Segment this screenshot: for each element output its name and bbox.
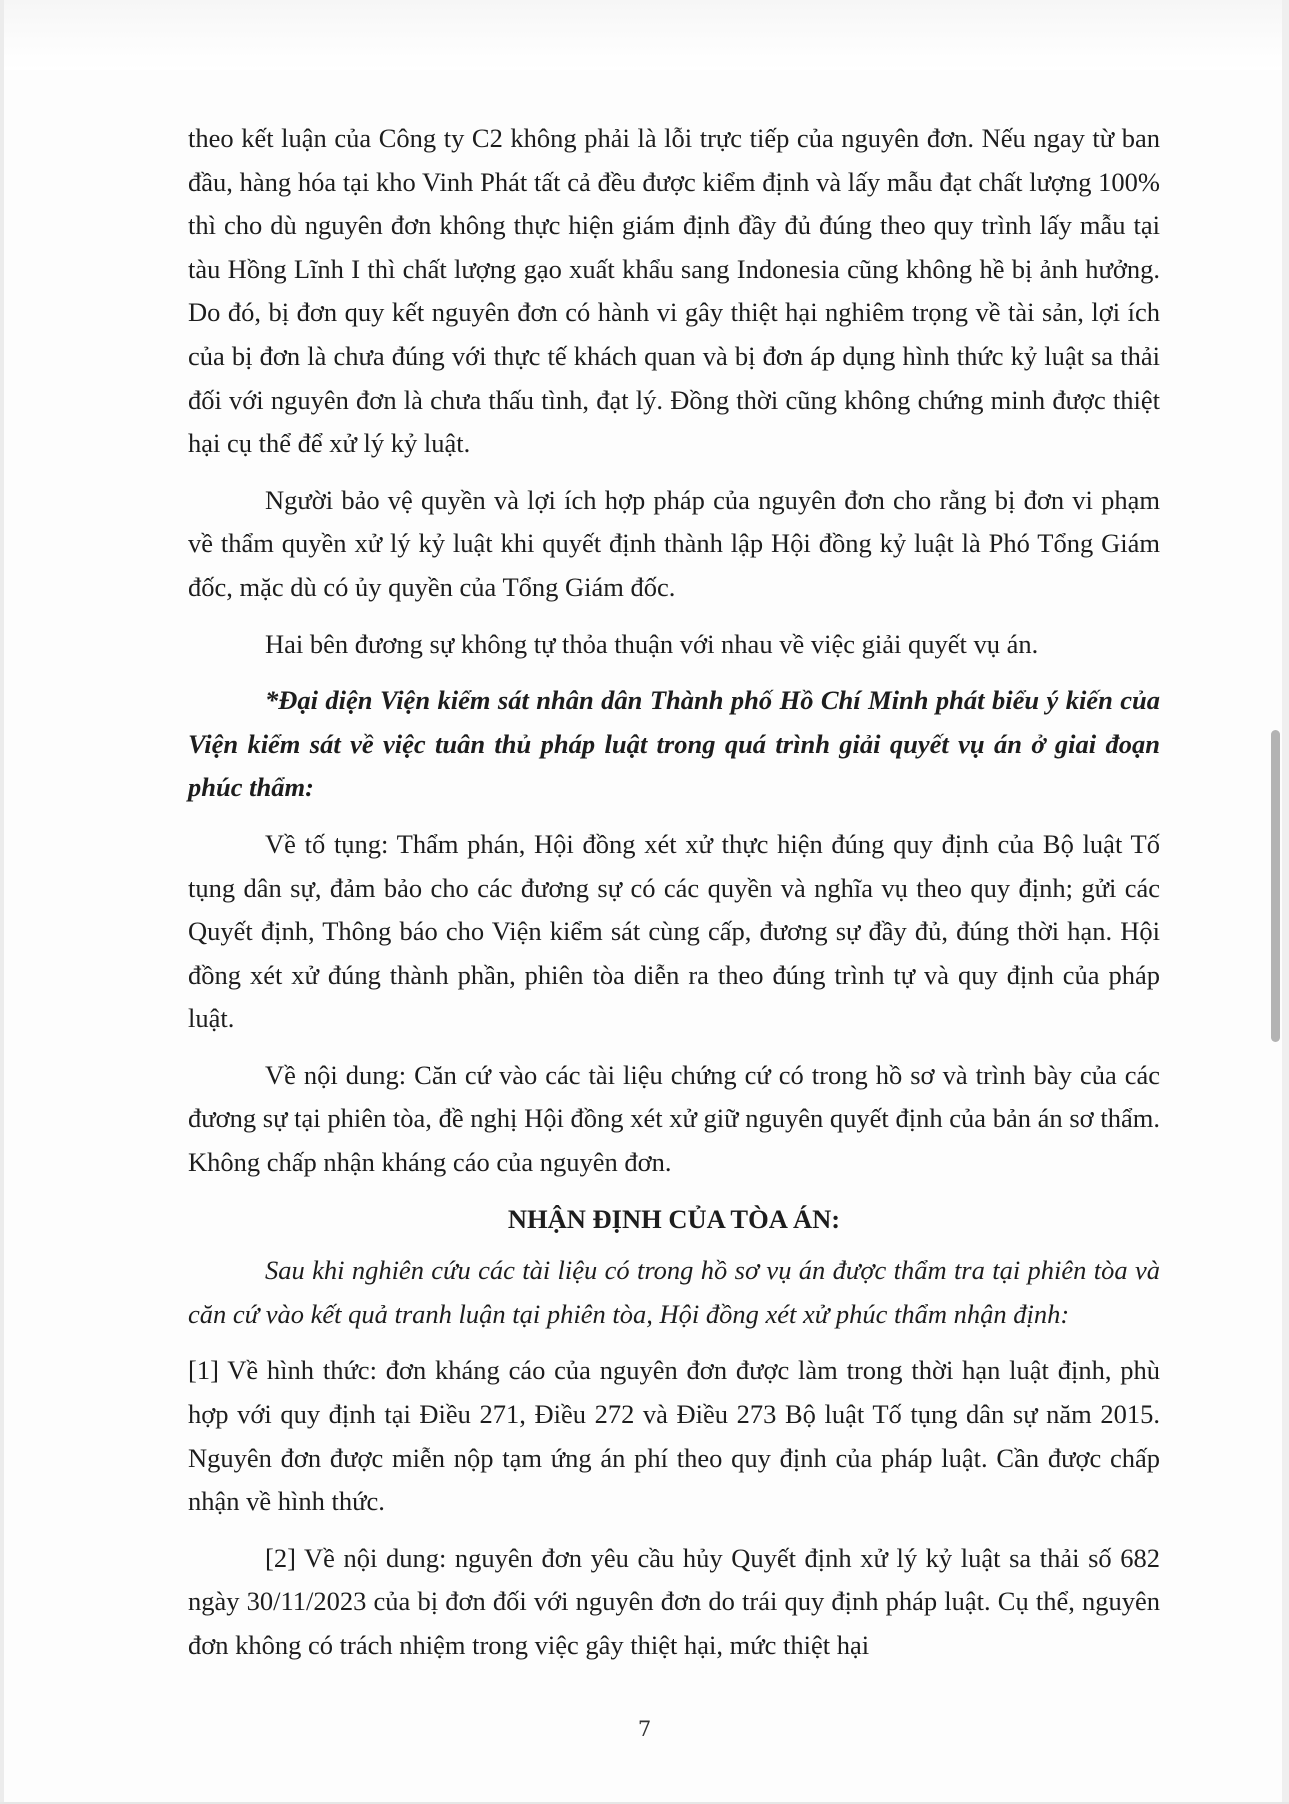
- section-heading: NHẬN ĐỊNH CỦA TÒA ÁN:: [507, 1203, 841, 1234]
- scrollbar-thumb[interactable]: [1271, 730, 1280, 1042]
- paragraph-content: Về nội dung: Căn cứ vào các tài liệu chứng cứ có trong hồ sơ và trình bày của các đương sự tại phiên tòa, đề nghị Hội đồng xét xử giữ nguyên quyết định của bản án sơ thẩm. Không chấp nhận kháng cáo của nguyên đơn.: [188, 1059, 1160, 1178]
- paragraph-procedure: Về tố tụng: Thẩm phán, Hội đồng xét xử thực hiện đúng quy định của Bộ luật Tố tụng dân sự, đảm bảo cho các đương sự có các quyền và nghĩa vụ theo quy định; gửi các Quyết định, Thông báo cho Viện kiểm sát cùng cấp, đương sự đầy đủ, đúng thời hạn. Hội đồng xét xử đúng thành phần, phiên tòa diễn ra theo đúng trình tự và quy định của pháp luật.: [188, 828, 1160, 1034]
- paragraph-court-intro: Sau khi nghiên cứu các tài liệu có trong hồ sơ vụ án được thẩm tra tại phiên tòa và căn cứ vào kết quả tranh luận tại phiên tòa, Hội đồng xét xử phúc thẩm nhận định:: [188, 1255, 1160, 1329]
- paragraph-point-2: [2] Về nội dung: nguyên đơn yêu cầu hủy Quyết định xử lý kỷ luật sa thải số 682 ngày 30/11/2023 của bị đơn đối với nguyên đơn do trái quy định pháp luật. Cụ thể, nguyên đơn không có trách nhiệm trong việc gây thiệt hại, mức thiệt hại: [188, 1542, 1160, 1660]
- paragraph-point-1: [1] Về hình thức: đơn kháng cáo của nguyên đơn được làm trong thời hạn luật định, phù hợp với quy định tại Điều 271, Điều 272 và Điều 273 Bộ luật Tố tụng dân sự năm 2015. Nguyên đơn được miễn nộp tạm ứng án phí theo quy định của pháp luật. Cần được chấp nhận về hình thức.: [188, 1355, 1160, 1517]
- paragraph-no-agreement: Hai bên đương sự không tự thỏa thuận với nhau về việc giải quyết vụ án.: [265, 628, 1039, 659]
- paragraph-continuation: theo kết luận của Công ty C2 không phải là lỗi trực tiếp của nguyên đơn. Nếu ngay từ ban đầu, hàng hóa tại kho Vinh Phát tất cả đều được kiểm định và lấy mẫu đạt chất lượng 100% thì cho dù nguyên đơn không thực hiện giám định đầy đủ đúng theo quy trình lấy mẫu tại tàu Hồng Lĩnh I thì chất lượng gạo xuất khẩu sang Indonesia cũng không hề bị ảnh hưởng. Do đó, bị đơn quy kết nguyên đơn có hành vi gây thiệt hại nghiêm trọng về tài sản, lợi ích của bị đơn là chưa đúng với thực tế khách quan và bị đơn áp dụng hình thức kỷ luật sa thải đối với nguyên đơn là chưa thấu tình, đạt lý. Đồng thời cũng không chứng minh được thiệt hại cụ thể để xử lý kỷ luật.: [188, 123, 1160, 459]
- page-top-margin: [4, 0, 1282, 70]
- page-border-right: [1282, 0, 1289, 1804]
- page-number: 7: [637, 1717, 652, 1741]
- paragraph-procuracy-heading: *Đại diện Viện kiểm sát nhân dân Thành phố Hồ Chí Minh phát biểu ý kiến của Viện kiểm sát về việc tuân thủ pháp luật trong quá trình giải quyết vụ án ở giai đoạn phúc thẩm:: [188, 685, 1160, 803]
- page-border-left: [0, 0, 4, 1804]
- document-page: [188, 117, 1160, 1681]
- paragraph-plaintiff-lawyer: Người bảo vệ quyền và lợi ích hợp pháp của nguyên đơn cho rằng bị đơn vi phạm về thẩm quyền xử lý kỷ luật khi quyết định thành lập Hội đồng kỷ luật là Phó Tổng Giám đốc, mặc dù có ủy quyền của Tổng Giám đốc.: [188, 484, 1160, 602]
